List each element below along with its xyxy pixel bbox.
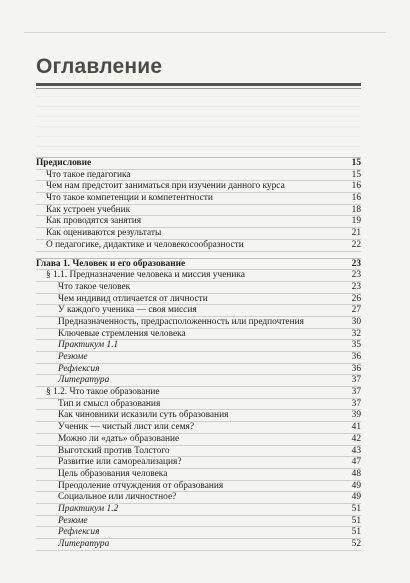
toc-entry[interactable]: [36, 329, 361, 341]
toc-entry-page: 49: [351, 492, 361, 503]
toc-entry-title: Предисловие: [36, 158, 92, 168]
toc-entry-page: 18: [351, 204, 361, 215]
toc-entry-page: 23: [351, 270, 361, 281]
toc-entry[interactable]: [36, 422, 361, 434]
toc-entry[interactable]: [36, 240, 361, 252]
toc-entry[interactable]: [36, 340, 361, 352]
toc-entry-title: Что такое человек: [58, 281, 131, 292]
toc-entry[interactable]: [36, 516, 361, 528]
toc-entry[interactable]: [36, 270, 361, 282]
toc-entry[interactable]: [36, 527, 361, 539]
toc-entry[interactable]: [36, 504, 361, 516]
toc-entry-page: 41: [351, 422, 361, 433]
toc-entry-page: 32: [351, 328, 361, 339]
toc-entry[interactable]: [36, 469, 361, 481]
toc-entry[interactable]: [36, 399, 361, 411]
toc-entry-title: Глава 1. Человек и его образование: [36, 258, 186, 269]
page-title: Оглавление: [36, 55, 163, 78]
toc-entry-title: Как чиновники исказили суть образования: [58, 410, 229, 421]
toc-entry-page: 35: [351, 340, 361, 351]
bleed-through-lines: [36, 96, 361, 156]
toc-entry[interactable]: [36, 181, 361, 193]
toc-entry-title: Литература: [58, 539, 110, 549]
toc-entry-page: 26: [351, 293, 361, 304]
toc-entry[interactable]: [36, 387, 361, 399]
toc-entry-title: Чем индивид отличается от личности: [58, 293, 208, 304]
toc-entry[interactable]: [36, 305, 361, 317]
toc-entry-page: 15: [351, 169, 361, 180]
toc-entry-title: Рефлексия: [58, 527, 100, 538]
toc-entry-title: Ученик — чистый лист или семя?: [58, 422, 195, 433]
toc-entry-title: Можно ли «дать» образование: [58, 433, 180, 444]
toc-entry[interactable]: [36, 205, 361, 217]
toc-entry-title: Развитие или самореализация?: [58, 457, 182, 468]
toc-entry-title: § 1.2. Что такое образование: [46, 387, 160, 398]
table-of-contents: [36, 157, 361, 551]
toc-entry-page: 37: [351, 398, 361, 409]
toc-entry-title: Чем нам предстоит заниматься при изучении данного курса: [46, 181, 285, 192]
toc-entry[interactable]: [36, 352, 361, 364]
toc-entry-title: § 1.1. Предназначение человека и миссия ученика: [46, 270, 245, 281]
toc-entry-title: Что такое компетенции и компетентности: [46, 193, 213, 204]
toc-entry-title: О педагогике, дидактике и человекосообразности: [46, 239, 244, 250]
toc-entry-title: Резюме: [58, 352, 88, 362]
toc-entry-page: 47: [351, 457, 361, 468]
toc-entry[interactable]: [36, 446, 361, 458]
toc-entry-title: Тип и смысл образования: [58, 398, 161, 409]
toc-entry-page: 22: [351, 239, 361, 250]
toc-entry[interactable]: [36, 375, 361, 387]
toc-entry-page: 51: [351, 515, 361, 526]
title-underline-thin: [36, 88, 361, 89]
toc-entry[interactable]: [36, 481, 361, 493]
toc-entry-title: Цель образования человека: [58, 468, 168, 479]
toc-entry-page: 19: [351, 216, 361, 227]
toc-entry[interactable]: [36, 157, 361, 170]
toc-entry-title: Практикум 1.2: [58, 503, 119, 514]
toc-entry[interactable]: [36, 492, 361, 504]
toc-entry[interactable]: [36, 228, 361, 240]
toc-entry-title: Как оцениваются результаты: [46, 228, 162, 239]
toc-entry[interactable]: [36, 317, 361, 329]
toc-entry-page: 16: [351, 193, 361, 204]
toc-entry-page: 42: [351, 433, 361, 444]
toc-entry-title: У каждого ученика — своя миссия: [58, 305, 197, 316]
toc-entry-title: Практикум 1.1: [58, 340, 119, 351]
toc-entry-page: 37: [351, 387, 361, 398]
toc-entry[interactable]: [36, 258, 361, 271]
toc-entry-page: 23: [351, 281, 361, 292]
toc-entry[interactable]: [36, 294, 361, 306]
toc-entry-page: 27: [351, 305, 361, 316]
toc-entry-title: Рефлексия: [58, 363, 100, 374]
toc-entry[interactable]: [36, 434, 361, 446]
toc-entry-title: Преодоление отчуждения от образования: [58, 480, 224, 491]
toc-entry-page: 16: [351, 181, 361, 192]
toc-entry-title: Социальное или личностное?: [58, 492, 177, 503]
toc-entry-page: 39: [351, 410, 361, 421]
toc-entry-page: 51: [351, 527, 361, 538]
toc-entry[interactable]: [36, 364, 361, 376]
page-header-rule: [24, 32, 386, 33]
toc-entry[interactable]: [36, 282, 361, 294]
toc-entry-page: 23: [351, 258, 361, 269]
toc-entry-title: Ключевые стремления человека: [58, 328, 186, 339]
toc-entry-page: 49: [351, 480, 361, 491]
title-underline: [36, 83, 361, 86]
toc-entry[interactable]: [36, 170, 361, 182]
toc-entry[interactable]: [36, 539, 361, 551]
toc-entry-title: Как устроен учебник: [46, 204, 131, 215]
toc-entry-title: Предназначенность, предрасположенность или предпочтения: [58, 316, 304, 327]
toc-entry-page: 36: [351, 352, 361, 362]
toc-entry-title: Как проводятся занятия: [46, 216, 142, 227]
toc-entry-page: 48: [351, 468, 361, 479]
toc-entry-page: 21: [351, 228, 361, 239]
toc-entry-page: 30: [351, 316, 361, 327]
toc-entry[interactable]: [36, 216, 361, 228]
toc-entry-title: Литература: [58, 375, 110, 386]
toc-entry-title: Что такое педагогика: [46, 169, 131, 180]
toc-entry-page: 51: [351, 503, 361, 514]
toc-entry-page: 15: [351, 158, 361, 168]
toc-entry-page: 37: [351, 375, 361, 386]
toc-entry[interactable]: [36, 193, 361, 205]
toc-entry[interactable]: [36, 457, 361, 469]
toc-entry-page: 52: [351, 539, 361, 549]
toc-entry-title: Выготский против Толстого: [58, 445, 170, 456]
toc-entry[interactable]: [36, 410, 361, 422]
toc-entry-page: 36: [351, 363, 361, 374]
toc-entry-title: Резюме: [58, 515, 88, 526]
toc-entry-page: 43: [351, 445, 361, 456]
